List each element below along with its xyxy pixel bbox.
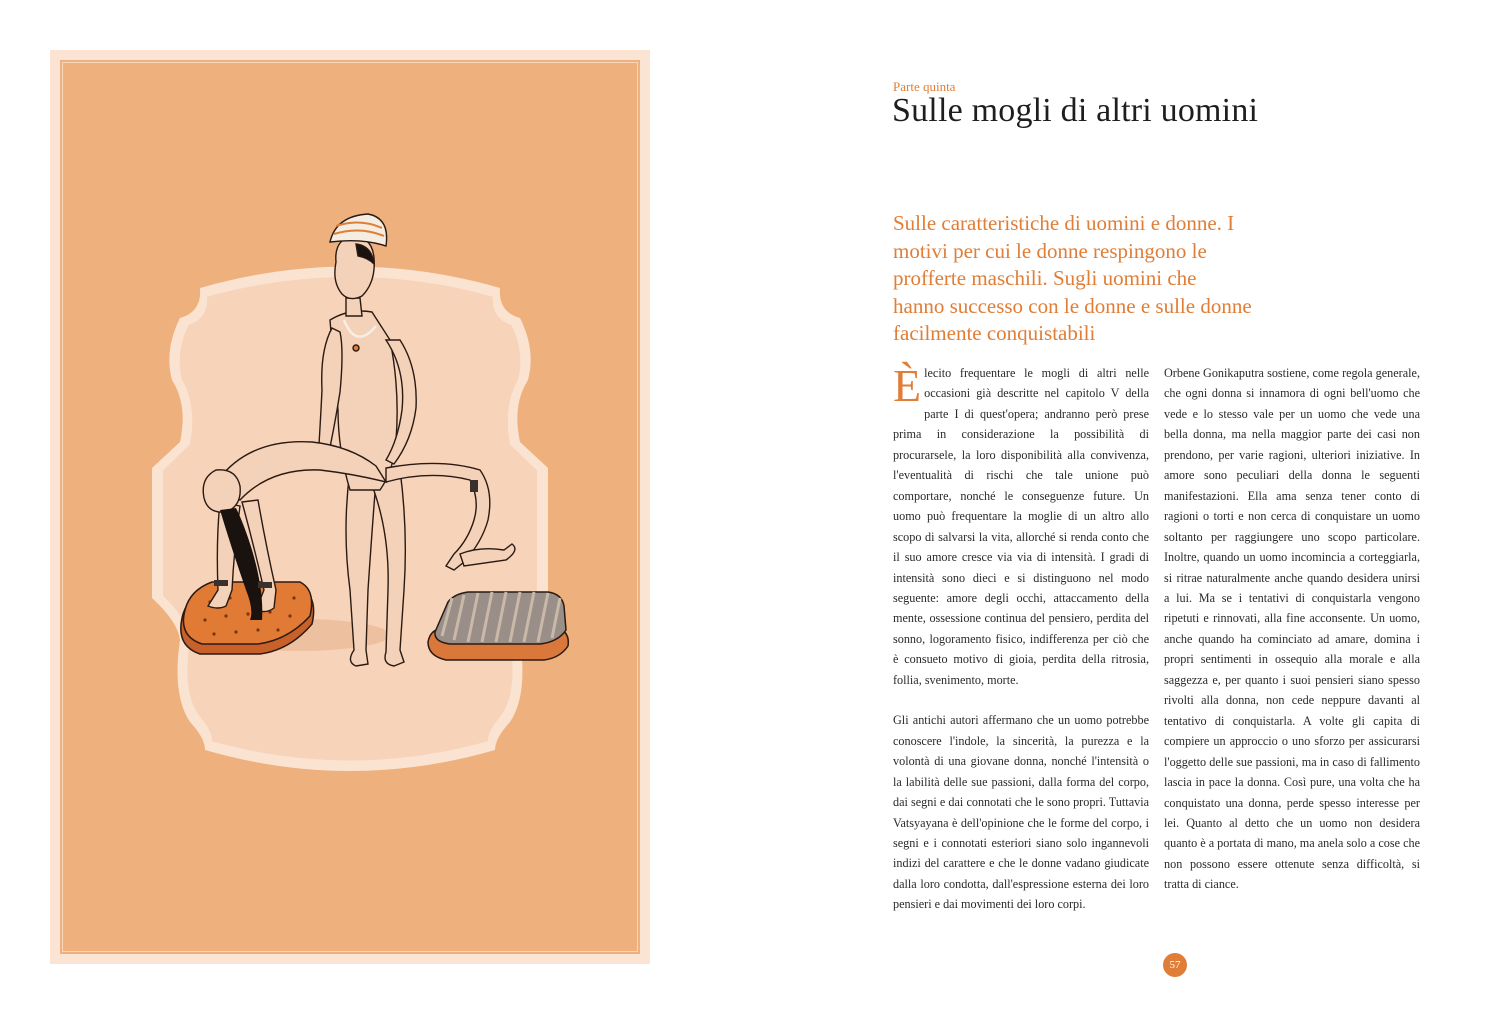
part-label: Parte quinta: [893, 79, 956, 94]
paragraph: Orbene Gonikaputra sostiene, come regola generale, che ogni donna si innamora di ogni bell'uomo che vede e lo stesso vale per un uomo che vede una bella donna, ma nella maggior parte dei casi non prendono, per varie ragioni, ulteriori iniziative. In amore sono peculiari della donna le seguenti manifestazioni. Ella ama senza tener conto di ragioni o torti e non cerca di conquistare un uomo soltanto per raggiungere uno scopo particolare. Inoltre, quando un uomo incomincia a corteggiarla, si ritrae naturalmente anche quando desidera unirsi a lui. Ma se i tentativi di conquistarla vengono ripetuti e rinnovati, alla fine acconsente. Un uomo, anche quando ha cominciato ad amare, domina i propri sentimenti in ossequio alla morale e alla saggezza e, per quanto i suoi pensieri siano spesso rivolti alla donna, non cede neppure davanti al tentativo di conquistarla. A volte gli capita di compiere un approccio o uno sforzo per assicurarsi l'oggetto delle sue passioni, ma in caso di fallimento lascia in pace la donna. Così pure, una volta che ha conquistato una donna, perde spesso interesse per lei. Quanto al detto che un uomo non desidera quanto è a portata di mano, ma anela solo a cose che non possono essere ottenute senza difficoltà, si tratta di ciance.: [1164, 366, 1420, 892]
page-number: 57: [1163, 953, 1187, 977]
illustration-art: [50, 50, 650, 964]
text-column-right: [1164, 363, 1420, 895]
paragraph: Gli antichi autori affermano che un uomo potrebbe conoscere l'indole, la sincerità, la purezza e la volontà di una giovane donna, nonché l'intensità o la labilità delle sue passioni, dalla forma del corpo, dai segni e dai connotati che le sono propri. Tuttavia Vatsyayana è dell'opinione che le forme del corpo, i segni e i connotati esteriori siano solo ingannevoli indizi del carattere e che le donne vadano giudicate dalla loro condotta, dall'espressione esterna dei loro pensieri e dai movimenti dei loro corpi.: [893, 713, 1149, 912]
striped-cushion: [428, 592, 568, 660]
paragraph: Èlecito frequentare le mogli di altri nelle occasioni già descritte nel capitolo V della parte I di quest'opera; andranno però prese prima in considerazione la possibilità di procurarsele, la loro disponibilità alla convivenza, l'eventualità di rischi che tale unione può comportare, nonché le conseguenze future. Un uomo può frequentare la moglie di un altro allo scopo di salvarsi la vita, allorché si renda conto che il suo amore cresce via via di intensità. I gradi di intensità sono dieci e si distinguono nel modo seguente: amore degli occhi, attaccamento della mente, ossessione continua del pensiero, perdita del sonno, logoramento fisico, indifferenza per ciò che è consueto motivo di gioia, perdita della ritrosia, follia, svenimento, morte.: [893, 360, 1149, 687]
dropcap: È: [893, 360, 922, 411]
text-column-left: [893, 360, 1149, 915]
illustration-panel: [50, 50, 650, 964]
chapter-title: Sulle mogli di altri uomini: [892, 92, 1259, 129]
chapter-subtitle: Sulle caratteristiche di uomini e donne. I motivi per cui le donne respingono le profferte maschili. Sugli uomini che hanno successo con le donne e sulle donne facilmente conquistabili: [893, 211, 1252, 345]
